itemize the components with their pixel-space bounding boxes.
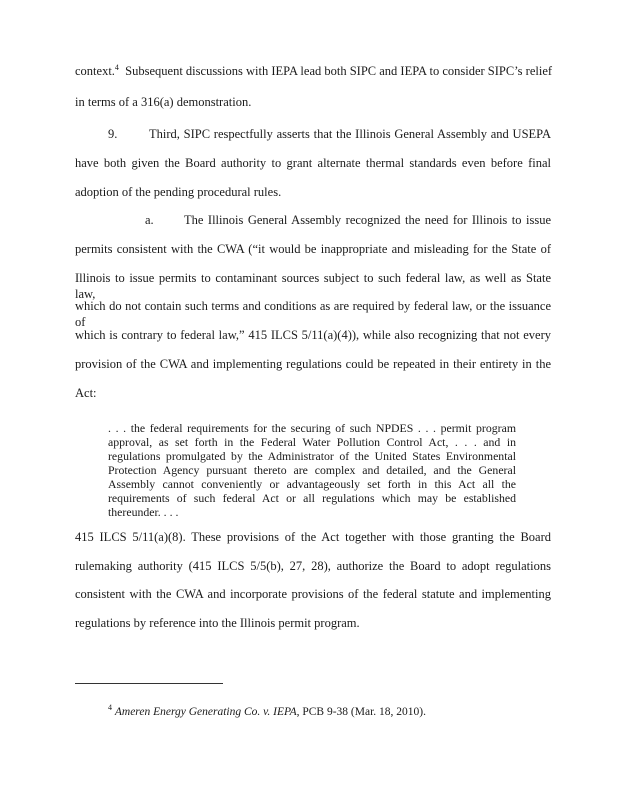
quote-line-5: Assembly cannot conveniently or advantageously set forth in this Act all the: [108, 477, 516, 491]
quote-line-4: Protection Agency pursuant thereto are complex and detailed, and the General: [108, 463, 516, 477]
subparagraph-a-line-1: The Illinois General Assembly recognized the need for Illinois to issue: [184, 213, 551, 227]
quote-line-2: approval, as set forth in the Federal Water Pollution Control Act, . . . and in: [108, 435, 516, 449]
quote-line-1: . . . the federal requirements for the securing of such NPDES . . . permit program: [108, 421, 516, 435]
footnote-separator: [75, 683, 223, 684]
continuation-line-2: in terms of a 316(a) demonstration.: [75, 95, 252, 109]
paragraph-9-line-3: adoption of the pending procedural rules.: [75, 185, 282, 199]
continuation-text-end: Subsequent discussions with IEPA lead both SIPC and IEPA to consider SIPC’s relief: [118, 64, 553, 78]
quote-line-3: regulations promulgated by the Administrator of the United States Environmental: [108, 449, 516, 463]
subparagraph-a-line-2: permits consistent with the CWA (“it would be inappropriate and misleading for the State of: [75, 242, 551, 256]
continuation-line-1: [75, 63, 552, 79]
after-quote-line-4: regulations by reference into the Illinois permit program.: [75, 616, 360, 630]
footnote: [108, 703, 426, 718]
footnote-number: 4: [108, 703, 112, 713]
quote-line-7: thereunder. . . .: [108, 505, 179, 519]
paragraph-9-line-1: Third, SIPC respectfully asserts that the Illinois General Assembly and USEPA: [149, 127, 551, 141]
footnote-case-name: Ameren Energy Generating Co. v. IEPA: [114, 706, 297, 718]
paragraph-9-number: 9.: [108, 127, 118, 141]
quote-line-6: requirements of such federal Act or all regulations which may be established: [108, 491, 516, 505]
after-quote-line-1: 415 ILCS 5/11(a)(8). These provisions of the Act together with those granting the Board: [75, 530, 551, 544]
paragraph-9-line-2: have both given the Board authority to grant alternate thermal standards even before final: [75, 156, 551, 170]
subparagraph-a-line-4: which do not contain such terms and conditions as are required by federal law, or the issuance of: [75, 299, 551, 329]
after-quote-line-2: rulemaking authority (415 ILCS 5/5(b), 27, 28), authorize the Board to adopt regulations: [75, 559, 551, 573]
subparagraph-a-line-5: which is contrary to federal law,” 415 ILCS 5/11(a)(4)), while also recognizing that not every: [75, 328, 551, 342]
subparagraph-a-line-7: Act:: [75, 386, 97, 400]
footnote-citation: , PCB 9-38 (Mar. 18, 2010).: [296, 706, 426, 718]
after-quote-line-3: consistent with the CWA and incorporate provisions of the federal statute and implementing: [75, 587, 551, 601]
subparagraph-a-letter: a.: [145, 213, 154, 227]
block-quote: [108, 421, 516, 519]
footnote-reference[interactable]: 4: [114, 62, 119, 72]
subparagraph-a-line-6: provision of the CWA and implementing regulations could be repeated in their entirety in the: [75, 357, 551, 371]
subparagraph-a-line-3: Illinois to issue permits to contaminant sources subject to such federal law, as well as State law,: [75, 271, 551, 301]
continuation-text-start: context.: [75, 64, 115, 78]
